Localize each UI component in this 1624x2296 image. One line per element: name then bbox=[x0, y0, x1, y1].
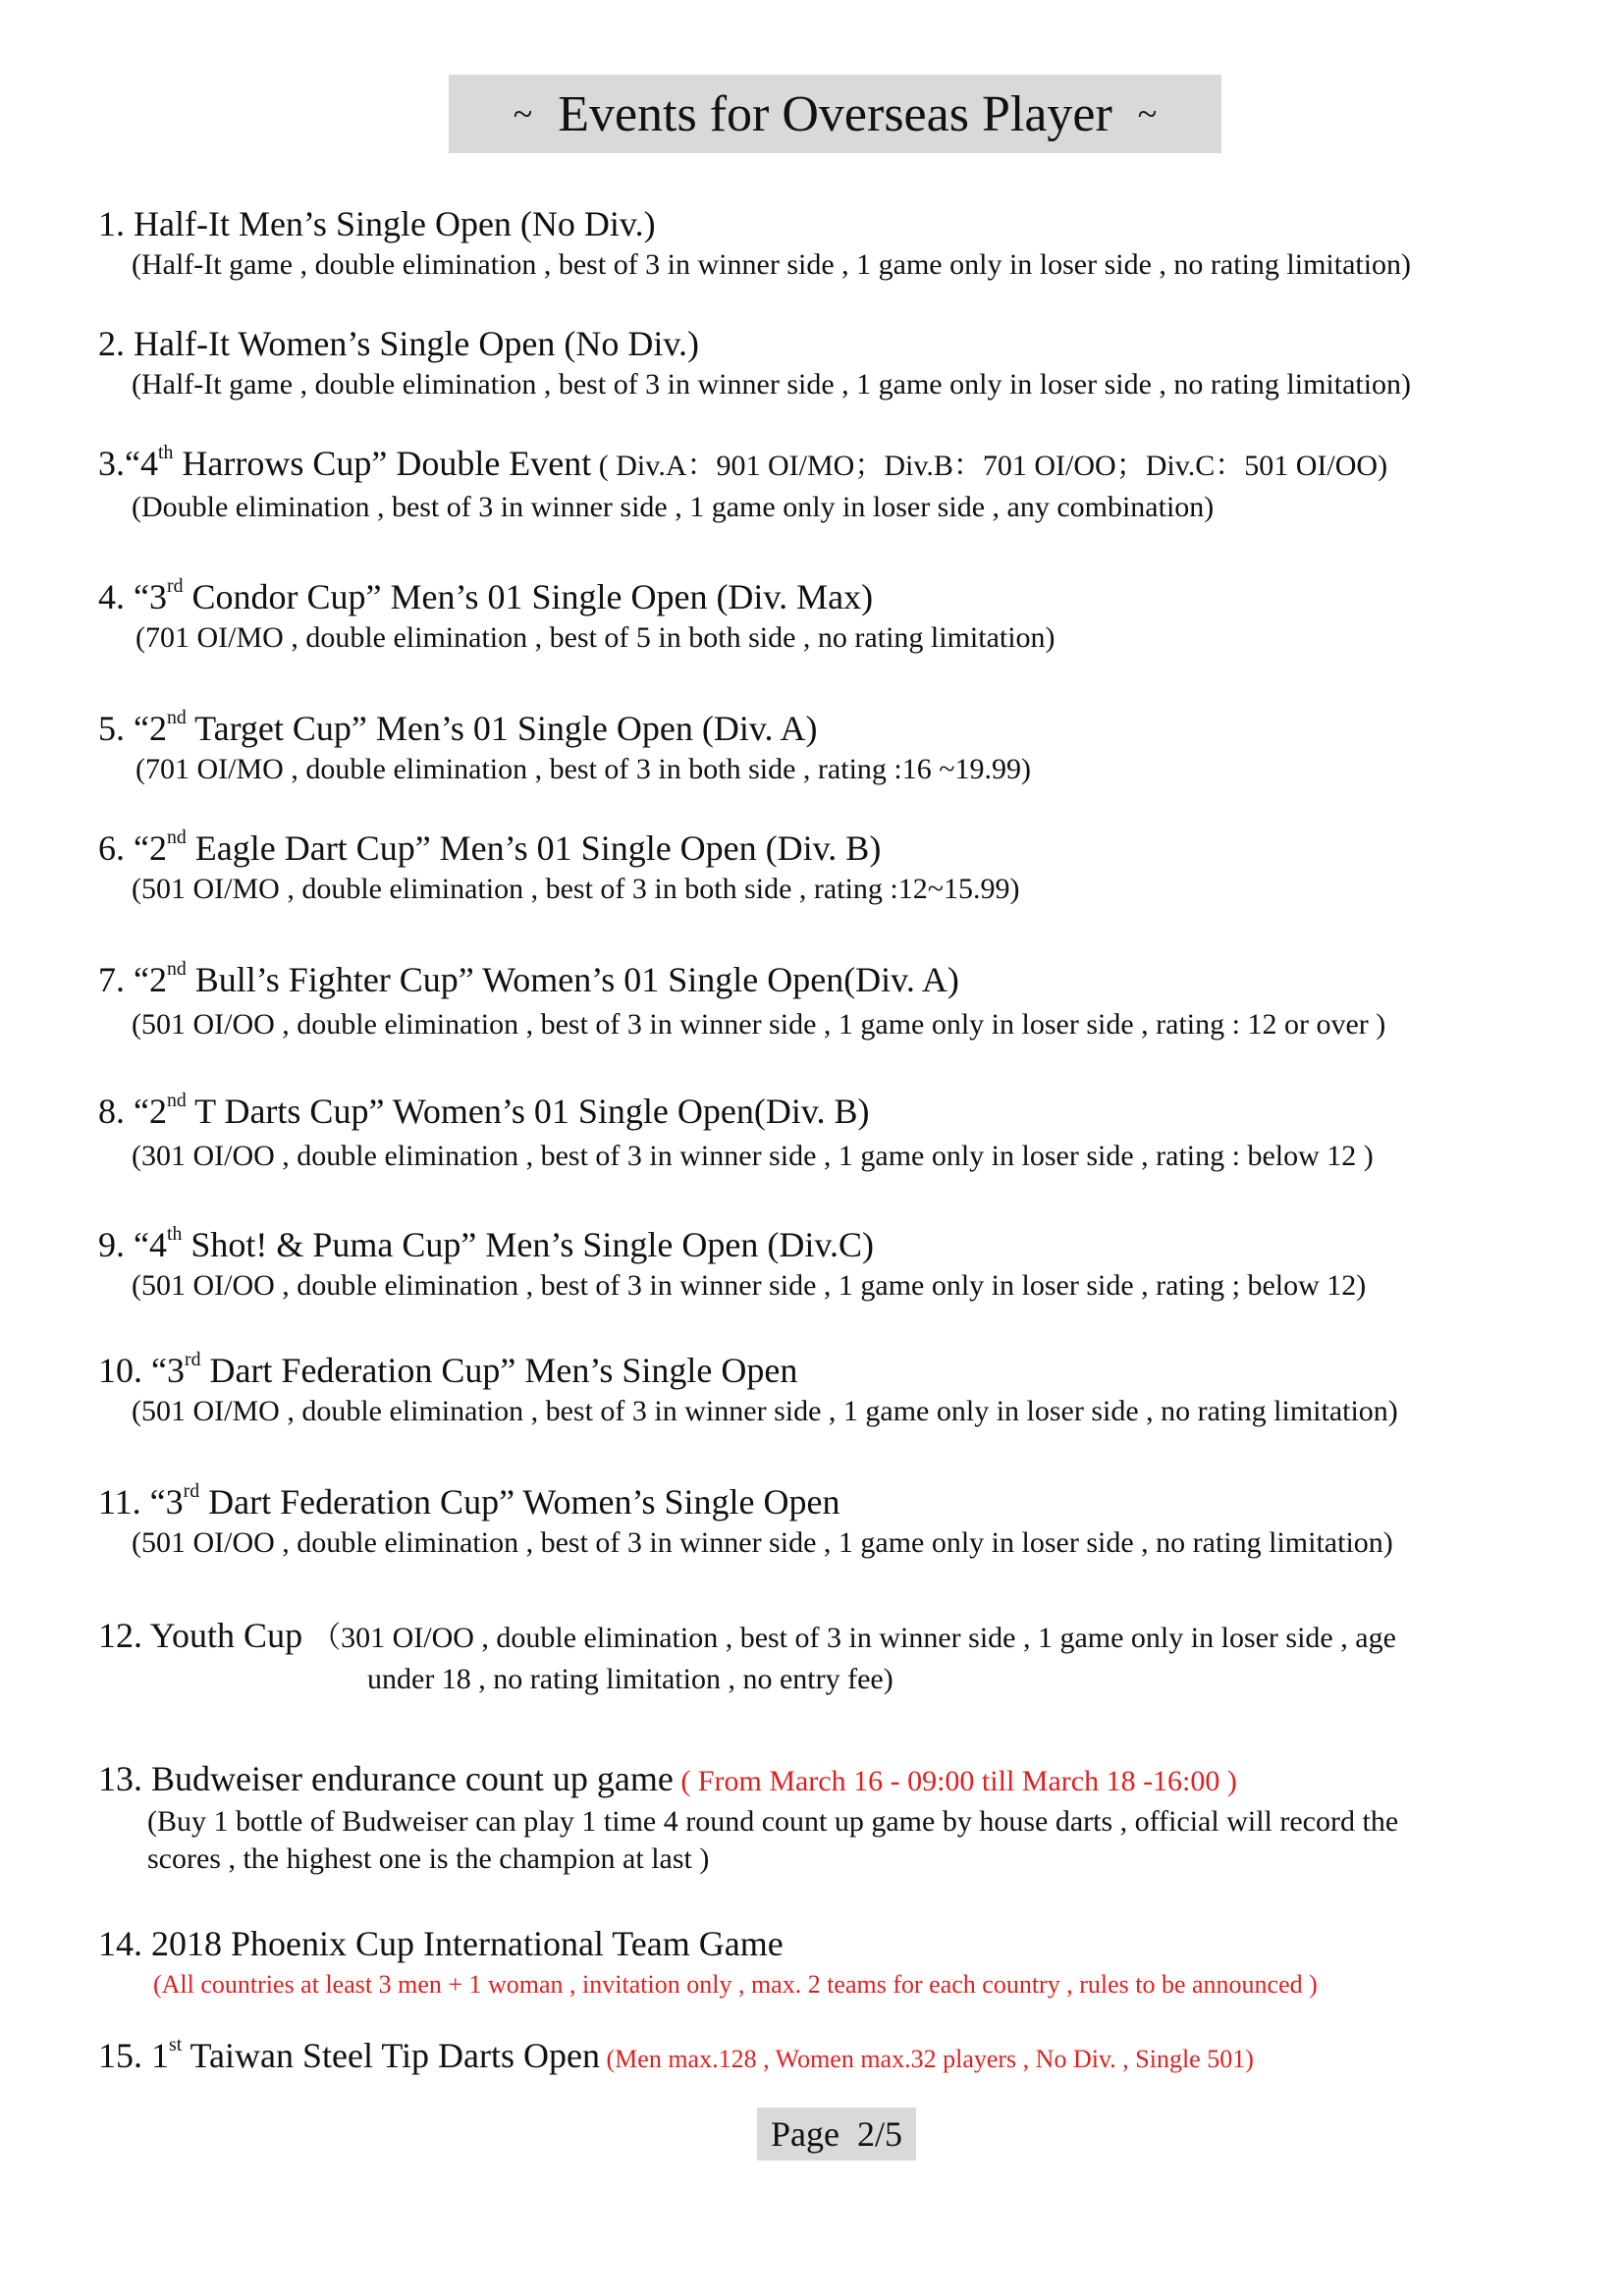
event-number: 7. bbox=[98, 960, 125, 999]
event-ordinal-suffix: nd bbox=[166, 827, 187, 849]
event-ordinal-suffix: st bbox=[169, 2034, 183, 2056]
event-ordinal-suffix: rd bbox=[184, 1349, 201, 1371]
event-title: Shot! & Puma Cup” Men’s Single Open (Div.C) bbox=[182, 1225, 875, 1264]
event-item bbox=[98, 202, 1411, 285]
title-tilde-left: ~ bbox=[513, 94, 533, 133]
event-ordinal-suffix: nd bbox=[166, 707, 187, 729]
event-ordinal: “3 bbox=[125, 577, 167, 616]
event-title: Taiwan Steel Tip Darts Open bbox=[182, 2036, 600, 2075]
page-number bbox=[757, 2108, 916, 2161]
event-ordinal-suffix: th bbox=[166, 1223, 183, 1246]
event-item bbox=[98, 1614, 1396, 1699]
event-description: (501 OI/MO , double elimination , best of 3 in winner side , 1 game only in loser side , no rating limitation) bbox=[132, 1395, 1398, 1427]
event-title: Condor Cup” Men’s 01 Single Open (Div. Max) bbox=[183, 577, 874, 616]
event-ordinal-suffix: nd bbox=[166, 958, 187, 981]
event-description: (Buy 1 bottle of Budweiser can play 1 time 4 round count up game by house darts , official will record the bbox=[147, 1805, 1399, 1838]
event-item bbox=[98, 707, 1031, 789]
event-number: 5. bbox=[98, 709, 125, 748]
event-ordinal: 1 bbox=[142, 2036, 169, 2075]
event-title: Eagle Dart Cup” Men’s 01 Single Open (Div. B) bbox=[186, 828, 882, 868]
event-number: 13. bbox=[98, 1759, 142, 1798]
page-title bbox=[449, 75, 1221, 153]
event-ordinal: “3 bbox=[140, 1482, 184, 1522]
event-number: 1. bbox=[98, 204, 125, 243]
event-description: (501 OI/OO , double elimination , best of 3 in winner side , 1 game only in loser side , no rating limitation) bbox=[132, 1526, 1393, 1559]
event-description: (501 OI/OO , double elimination , best of 3 in winner side , 1 game only in loser side , rating ; below 12) bbox=[132, 1269, 1367, 1302]
event-ordinal-suffix: th bbox=[157, 442, 174, 464]
event-schedule: ( From March 16 - 09:00 till March 18 -16:00 ) bbox=[673, 1765, 1237, 1797]
event-item bbox=[98, 1922, 1318, 2004]
event-number: 9. bbox=[98, 1225, 125, 1264]
event-description: (501 OI/MO , double elimination , best of 3 in both side , rating :12~15.99) bbox=[132, 873, 1020, 905]
event-description: (701 OI/MO , double elimination , best of 3 in both side , rating :16 ~19.99) bbox=[135, 753, 1031, 785]
event-ordinal: “2 bbox=[125, 1092, 167, 1131]
event-description: (Double elimination , best of 3 in winner side , 1 game only in loser side , any combination) bbox=[132, 491, 1215, 523]
event-title: T Darts Cup” Women’s 01 Single Open(Div. B) bbox=[186, 1092, 870, 1131]
event-ordinal-suffix: nd bbox=[166, 1090, 187, 1112]
event-description: (701 OI/MO , double elimination , best of 5 in both side , no rating limitation) bbox=[135, 621, 1056, 654]
event-title: Budweiser endurance count up game bbox=[142, 1759, 674, 1798]
event-number: 15. bbox=[98, 2036, 142, 2075]
event-number: 3. bbox=[98, 444, 125, 483]
event-ordinal-suffix: rd bbox=[183, 1480, 200, 1503]
event-title: Target Cup” Men’s 01 Single Open (Div. A) bbox=[186, 709, 818, 748]
page-count: 2/5 bbox=[856, 2114, 902, 2154]
event-item bbox=[98, 575, 1056, 658]
event-item bbox=[98, 1757, 1398, 1878]
event-description: (501 OI/OO , double elimination , best of 3 in winner side , 1 game only in loser side , rating : 12 or over ) bbox=[132, 1008, 1386, 1041]
event-title: Half-It Women’s Single Open (No Div.) bbox=[134, 324, 699, 363]
event-number: 10. bbox=[98, 1351, 142, 1390]
event-item bbox=[98, 1349, 1398, 1431]
event-item bbox=[98, 1223, 1366, 1306]
event-number: 12. bbox=[98, 1616, 142, 1655]
event-title: Dart Federation Cup” Women’s Single Open bbox=[199, 1482, 840, 1522]
event-item bbox=[98, 2034, 1254, 2081]
event-title: Harrows Cup” Double Event bbox=[173, 444, 592, 483]
event-number: 4. bbox=[98, 577, 125, 616]
event-ordinal: “4 bbox=[125, 444, 158, 483]
event-ordinal-suffix: rd bbox=[166, 575, 184, 598]
event-description: (Half-It game , double elimination , best of 3 in winner side , 1 game only in loser side , no rating limitation) bbox=[132, 248, 1412, 281]
event-title: Dart Federation Cup” Men’s Single Open bbox=[200, 1351, 798, 1390]
event-details: (Men max.128 , Women max.32 players , No Div. , Single 501) bbox=[600, 2045, 1254, 2073]
page-label: Page bbox=[771, 2114, 839, 2154]
event-description: (301 OI/OO , double elimination , best of 3 in winner side , 1 game only in loser side , rating : below 12 ) bbox=[132, 1140, 1374, 1172]
event-number: 14. bbox=[98, 1924, 142, 1963]
event-ordinal: “2 bbox=[125, 828, 167, 868]
event-item bbox=[98, 1480, 1393, 1563]
event-item bbox=[98, 442, 1387, 527]
event-item bbox=[98, 1090, 1374, 1176]
event-description: (Half-It game , double elimination , best of 3 in winner side , 1 game only in loser side , no rating limitation) bbox=[132, 368, 1412, 400]
event-description: under 18 , no rating limitation , no entry fee) bbox=[367, 1663, 893, 1695]
event-details: （301 OI/OO , double elimination , best of 3 in winner side , 1 game only in loser side , age bbox=[311, 1622, 1396, 1654]
title-tilde-right: ~ bbox=[1137, 94, 1158, 133]
event-title: Bull’s Fighter Cup” Women’s 01 Single Open(Div. A) bbox=[186, 960, 959, 999]
event-title: Half-It Men’s Single Open (No Div.) bbox=[134, 204, 656, 243]
event-number: 6. bbox=[98, 828, 125, 868]
title-text: Events for Overseas Player bbox=[558, 85, 1112, 142]
event-ordinal: “3 bbox=[142, 1351, 185, 1390]
event-description: (All countries at least 3 men + 1 woman , invitation only , max. 2 teams for each country , rules to be announced ) bbox=[153, 1970, 1318, 1999]
event-title: 2018 Phoenix Cup International Team Game bbox=[142, 1924, 784, 1963]
event-ordinal: “2 bbox=[125, 709, 167, 748]
event-title: Youth Cup bbox=[142, 1616, 303, 1655]
event-number: 2. bbox=[98, 324, 125, 363]
event-description-continued: scores , the highest one is the champion at last ) bbox=[147, 1842, 710, 1875]
event-item bbox=[98, 322, 1411, 404]
event-ordinal: “4 bbox=[125, 1225, 167, 1264]
event-number: 8. bbox=[98, 1092, 125, 1131]
event-item bbox=[98, 827, 1019, 909]
event-number: 11. bbox=[98, 1482, 141, 1522]
event-item bbox=[98, 958, 1385, 1044]
event-ordinal: “2 bbox=[125, 960, 167, 999]
event-divisions: ( Div.A：901 OI/MO；Div.B：701 OI/OO；Div.C：501 OI/OO) bbox=[591, 450, 1388, 482]
